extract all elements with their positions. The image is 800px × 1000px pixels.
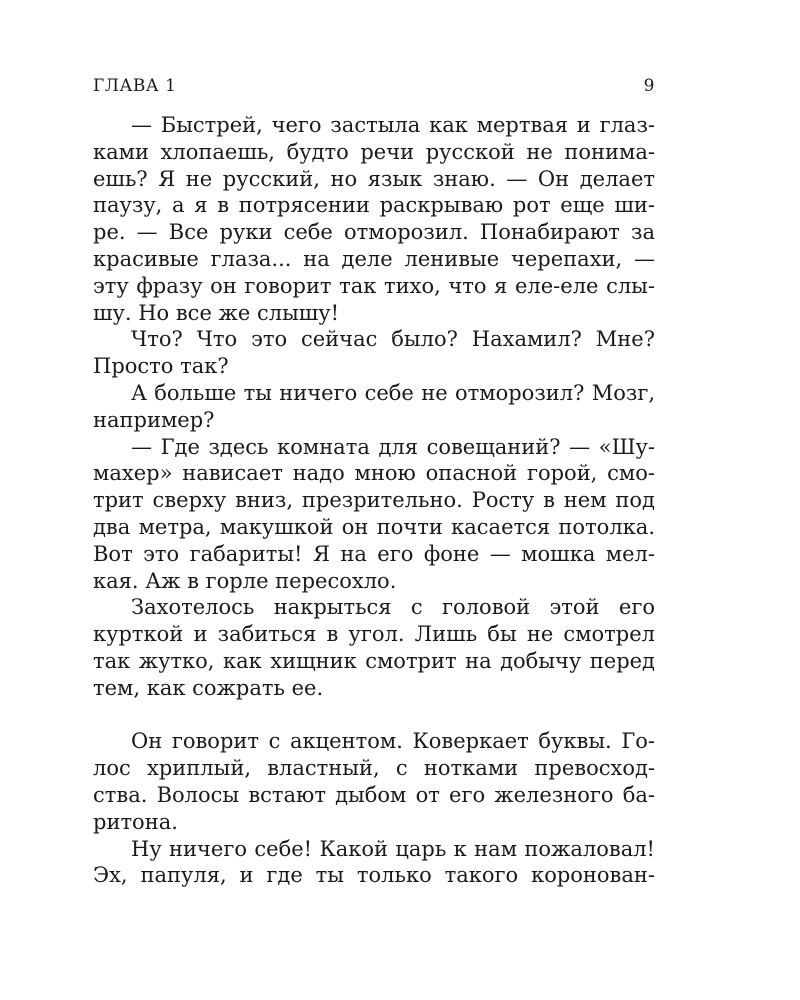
text-line: Захотелось накрыться с головой этой его: [131, 595, 655, 620]
text-line: ками хлопаешь, будто речи русской не понима-: [93, 139, 655, 164]
text-line: паузу, а я в потрясении раскрываю рот еще ши-: [93, 193, 655, 218]
text-line: шу. Но все же слышу!: [93, 300, 340, 325]
text-line: Что? Что это сейчас было? Нахамил? Мне?: [131, 327, 655, 352]
text-line: Он говорит с акцентом. Коверкает буквы. Го-: [131, 729, 655, 754]
paragraph: [93, 326, 655, 380]
text-line: курткой и забиться в угол. Лишь бы не смотрел: [93, 622, 655, 647]
text-line: — Быстрей, чего застыла как мертвая и глаз-: [131, 113, 655, 137]
paragraph: [93, 594, 655, 701]
text-line: Просто так?: [93, 354, 229, 379]
text-line: А больше ты ничего себе не отморозил? Мозг,: [131, 380, 655, 405]
page-number: 9: [643, 76, 655, 96]
text-line: два метра, макушкой он почти касается потолка.: [93, 514, 655, 539]
text-line: ритона.: [93, 809, 178, 834]
text-line: так жутко, как хищник смотрит на добычу перед: [93, 648, 655, 673]
text-line: например?: [93, 407, 215, 432]
text-line: кая. Аж в горле пересохло.: [93, 568, 397, 593]
text-line: тем, как сожрать ее.: [93, 675, 324, 700]
text-line: махер» нависает надо мною опасной горой, смо-: [93, 461, 655, 486]
paragraph: [93, 112, 655, 326]
text-line: — Где здесь комната для совещаний? — «Шу-: [131, 434, 655, 459]
paragraph: [93, 728, 655, 835]
chapter-title: ГЛАВА 1: [93, 76, 177, 96]
body-text: [93, 112, 655, 889]
running-head: [93, 76, 655, 102]
section-break: [93, 702, 655, 729]
text-line: Эх, папуля, и где ты только такого коронован-: [93, 863, 655, 888]
paragraph: [93, 434, 655, 595]
text-line: красивые глаза... на деле ленивые черепахи, —: [93, 246, 655, 271]
text-line: ства. Волосы встают дыбом от его железного ба-: [93, 782, 655, 807]
paragraph: [93, 380, 655, 434]
text-line: эту фразу он говорит так тихо, что я еле-еле слы-: [93, 273, 655, 298]
text-line: ешь? Я не русский, но язык знаю. — Он делает: [93, 166, 655, 191]
text-line: ре. — Все руки себе отморозил. Понабирают за: [93, 220, 655, 245]
text-line: Вот это габариты! Я на его фоне — мошка мел-: [93, 541, 655, 566]
book-page: [93, 76, 655, 889]
text-line: трит сверху вниз, презрительно. Росту в нем под: [93, 488, 655, 513]
text-line: Ну ничего себе! Какой царь к нам пожаловал!: [131, 836, 655, 861]
paragraph: [93, 836, 655, 890]
text-line: лос хриплый, властный, с нотками превосход-: [93, 756, 655, 781]
